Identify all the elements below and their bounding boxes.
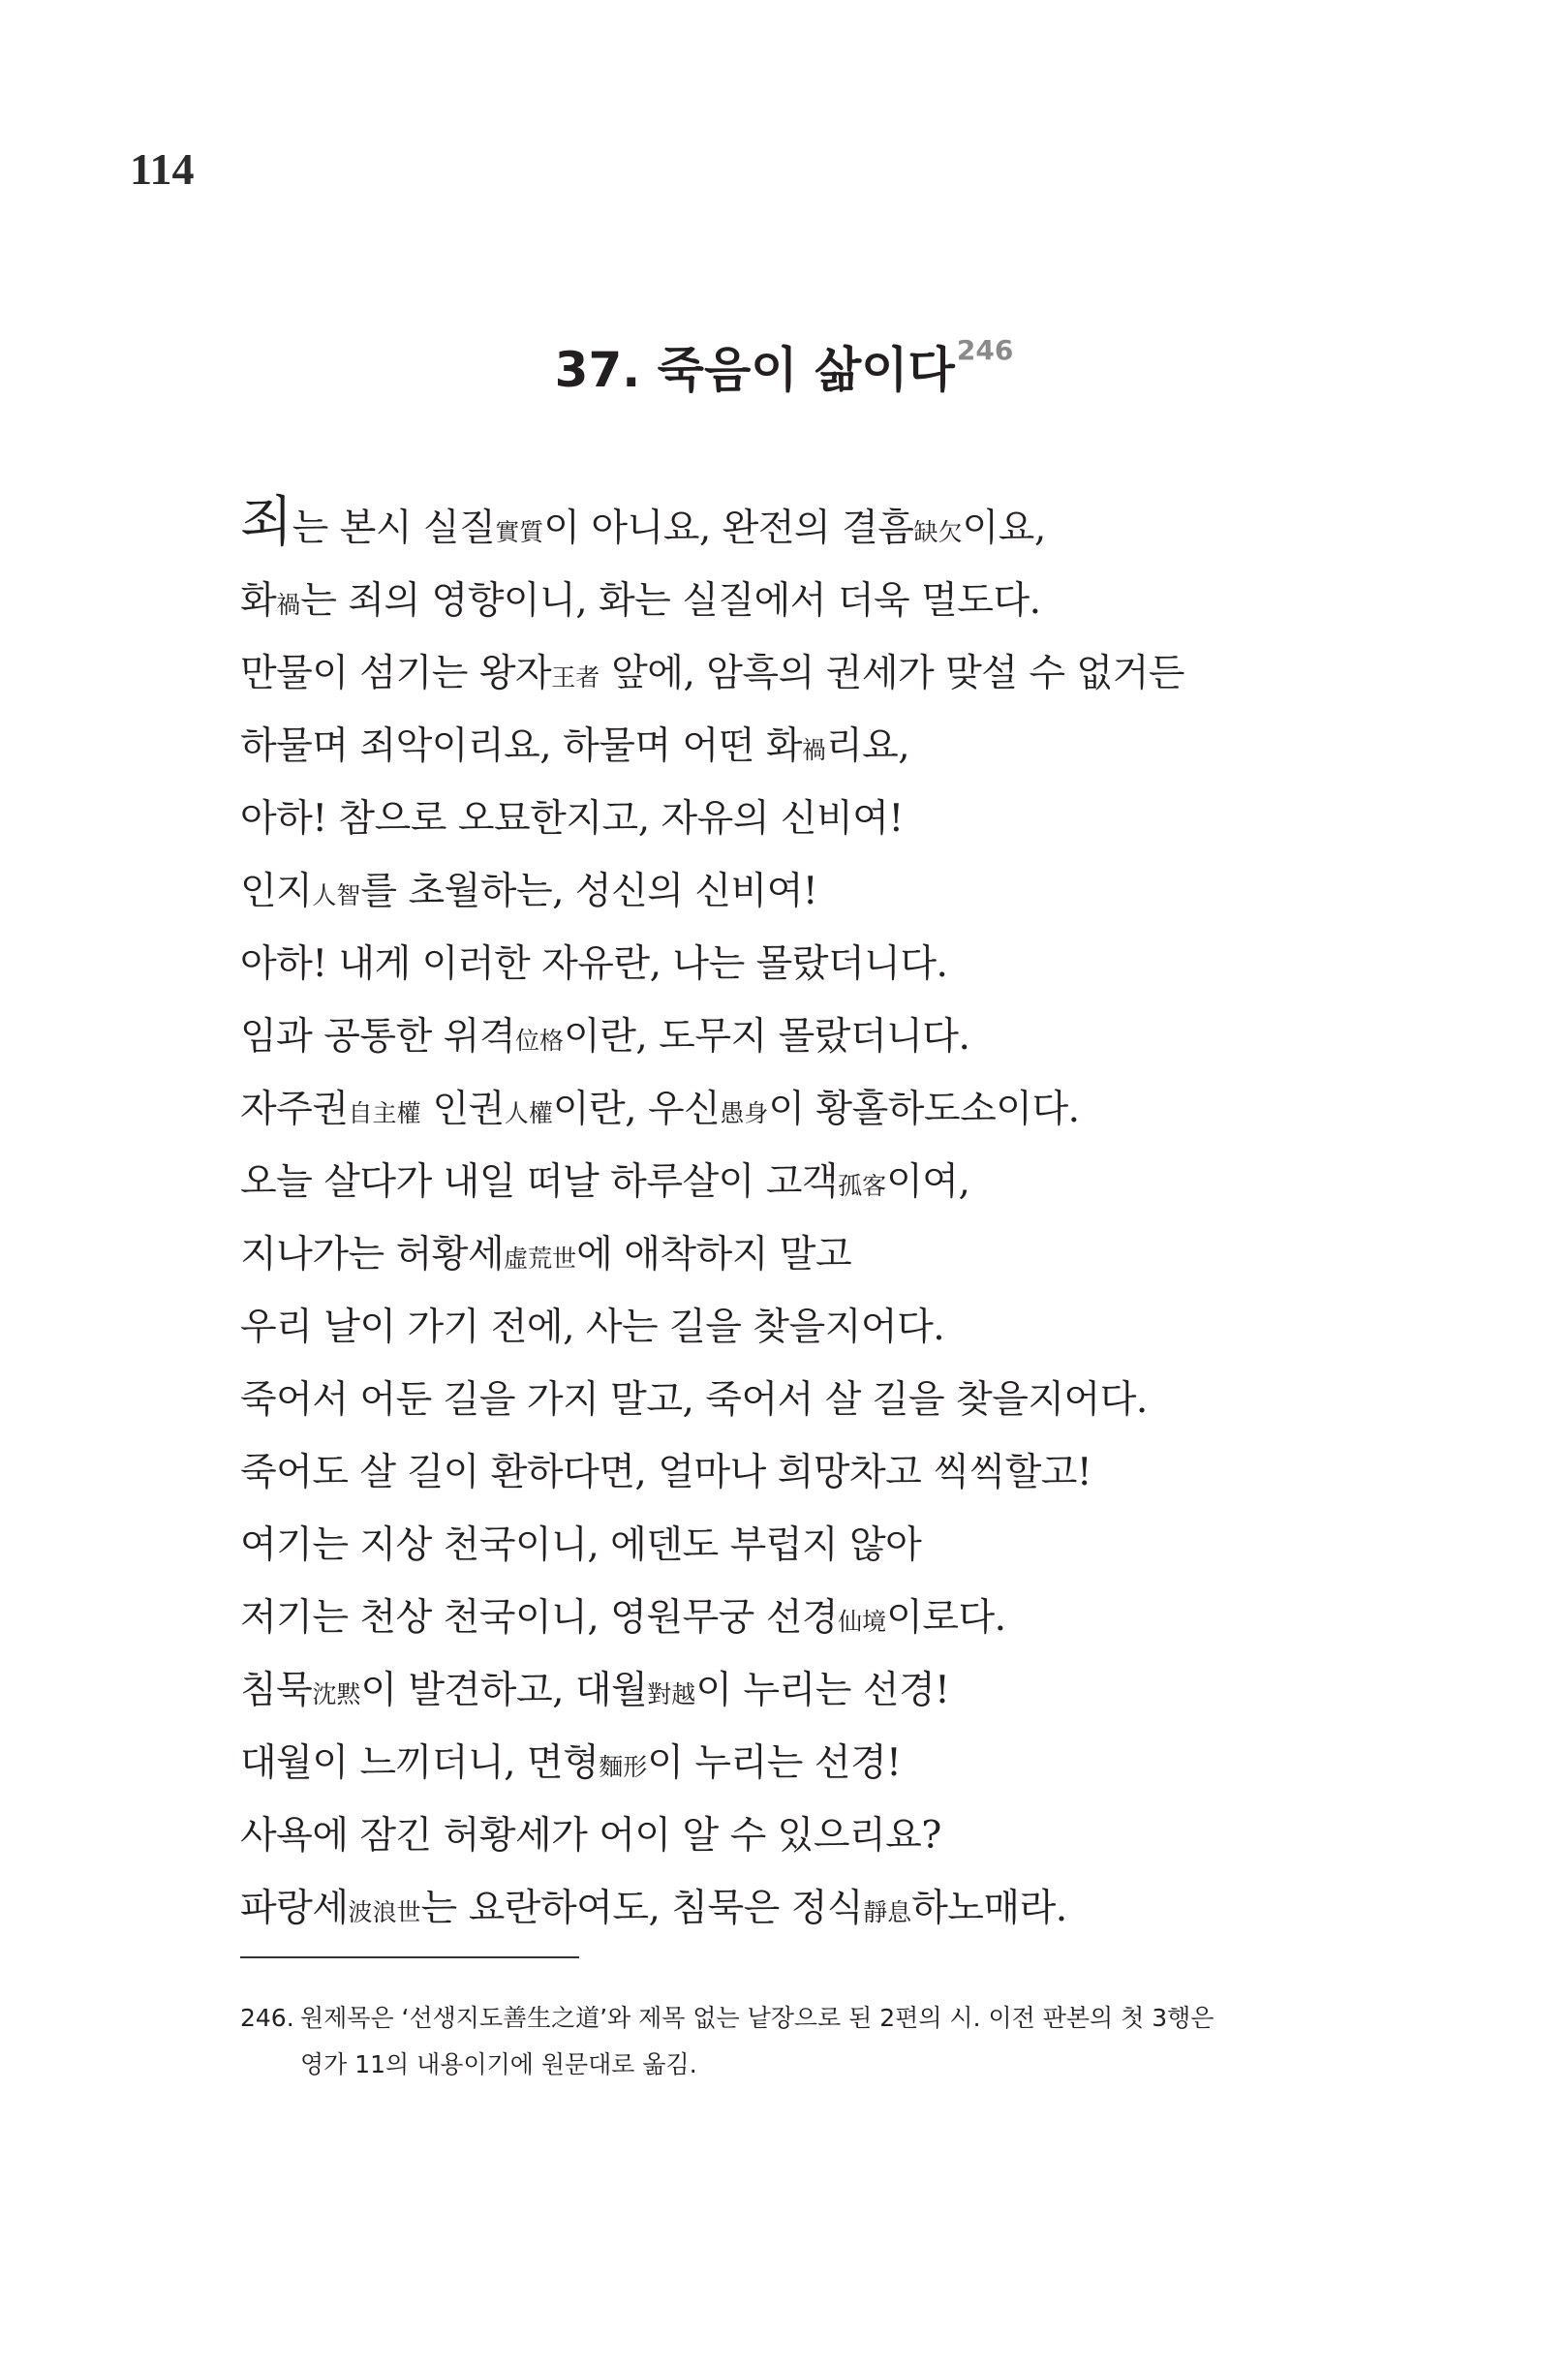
line-text: 죽어도 살 길이 환하다면, 얼마나 희망차고 씩씩할고! [240, 1451, 1092, 1494]
poem-line [240, 783, 1383, 855]
line-text: 이 아니요, 완전의 결흠 [543, 507, 914, 550]
line-text: 이 누리는 선경! [695, 1669, 950, 1712]
footnote-line: 영가 11의 내용이기에 원문대로 옮김. [300, 2050, 697, 2078]
line-text: 아하! 참으로 오묘한지고, 자유의 신비여! [240, 797, 904, 841]
poem-line [240, 1000, 1383, 1073]
line-text: 저기는 천상 천국이니, 영원무궁 선경 [240, 1596, 839, 1640]
poem-line [240, 565, 1383, 637]
poem-line [240, 1582, 1383, 1654]
poem-line [240, 492, 1383, 565]
poem-line [240, 1872, 1383, 1945]
line-text: 에 애착하지 말고 [576, 1233, 852, 1276]
line-text: 우리 날이 가기 전에, 사는 길을 찾을지어다. [240, 1306, 945, 1349]
line-text: 이여, [886, 1160, 970, 1204]
hanja-annotation: 沈黙 [312, 1680, 361, 1708]
poem-line [240, 1364, 1383, 1436]
hanja-annotation: 愚身 [720, 1099, 769, 1127]
poem-line [240, 1218, 1383, 1291]
hanja-annotation: 虛荒世 [504, 1245, 577, 1273]
hanja-annotation: 對越 [647, 1680, 696, 1708]
line-text: 이란, 우신 [552, 1088, 721, 1131]
line-text: 침묵 [240, 1669, 313, 1712]
footnote-number: 246. [240, 2004, 294, 2032]
line-text: 하노매라. [911, 1887, 1067, 1930]
hanja-annotation: 自主權 [348, 1099, 421, 1127]
line-text: 이요, [962, 507, 1046, 550]
line-text: 이 황홀하도소이다. [768, 1088, 1080, 1131]
line-text: 는 죄의 영향이니, 화는 실질에서 더욱 멀도다. [300, 579, 1041, 623]
footnote-divider [240, 1956, 579, 1958]
poem-line [240, 1654, 1383, 1727]
line-text: 를 초월하는, 성신의 신비여! [360, 870, 818, 913]
line-text: 앞에, 암흑의 권세가 맞설 수 없거든 [600, 652, 1184, 695]
poem-line [240, 1146, 1383, 1218]
line-text: 아하! 내게 이러한 자유란, 나는 몰랐더니다. [240, 942, 948, 986]
line-text: 인지 [240, 870, 313, 913]
line-text: 이란, 도무지 몰랐더니다. [564, 1015, 970, 1059]
footnote-text: 원제목은 ‘선생지도善生之道’와 제목 없는 낱장으로 된 2편의 시. 이전 판본의 첫 3행은 [300, 2004, 1214, 2032]
hanja-annotation: 缺欠 [913, 518, 963, 546]
line-text: 대월이 느끼더니, 면형 [240, 1741, 600, 1785]
poem-line [240, 855, 1383, 928]
line-text: 하물며 죄악이리요, 하물며 어떤 화 [240, 724, 802, 768]
line-text: 만물이 섬기는 왕자 [240, 652, 552, 695]
line-text: 죽어서 어둔 길을 가지 말고, 죽어서 살 길을 찾을지어다. [240, 1378, 1148, 1422]
poem-line [240, 637, 1383, 710]
hanja-annotation: 人權 [504, 1099, 553, 1127]
line-text: 임과 공통한 위격 [240, 1015, 516, 1059]
footnote-reference: 246 [956, 334, 1014, 366]
page-title [0, 334, 1568, 398]
line-text: 오늘 살다가 내일 떠날 하루살이 고객 [240, 1160, 839, 1204]
hanja-annotation: 靜息 [863, 1898, 912, 1926]
hanja-annotation: 人智 [312, 881, 361, 909]
poem-line [240, 1509, 1383, 1582]
line-text: 이 발견하고, 대월 [360, 1669, 648, 1712]
page-number: 114 [130, 144, 195, 194]
line-text: 이 누리는 선경! [647, 1741, 902, 1785]
poem-line [240, 1291, 1383, 1364]
footnote [240, 1995, 1354, 2088]
poem-line [240, 710, 1383, 783]
hanja-annotation: 王者 [551, 663, 600, 692]
poem-line [240, 1727, 1383, 1799]
hanja-annotation: 麵形 [599, 1753, 648, 1781]
line-text: 지나가는 허황세 [240, 1233, 505, 1276]
line-text: 자주권 [240, 1088, 349, 1131]
line-text: 리요, [825, 724, 910, 768]
line-text: 파랑세 [240, 1887, 349, 1930]
poem-line [240, 1073, 1383, 1146]
line-text: 는 요란하여도, 침묵은 정식 [420, 1887, 864, 1930]
poem-body [240, 492, 1383, 1945]
initial-character: 죄 [240, 491, 292, 554]
hanja-annotation: 波浪世 [348, 1898, 421, 1926]
poem-line [240, 928, 1383, 1000]
poem-line [240, 1799, 1383, 1872]
hanja-annotation: 實質 [495, 518, 544, 546]
poem-line [240, 1436, 1383, 1509]
line-text: 사욕에 잠긴 허황세가 어이 알 수 있으리요? [240, 1814, 941, 1858]
footnote-line [240, 1995, 1354, 2042]
line-text: 여기는 지상 천국이니, 에덴도 부럽지 않아 [240, 1523, 922, 1567]
title-text: 37. 죽음이 삶이다 [554, 342, 955, 398]
hanja-annotation: 仙境 [838, 1608, 887, 1636]
hanja-annotation: 禍 [276, 591, 301, 619]
line-text: 인권 [420, 1088, 505, 1131]
line-text: 화 [240, 579, 277, 623]
hanja-annotation: 位格 [515, 1027, 565, 1055]
hanja-annotation: 禍 [801, 736, 826, 764]
hanja-annotation: 孤客 [838, 1172, 887, 1200]
line-text: 이로다. [886, 1596, 1006, 1640]
line-text: 는 본시 실질 [292, 507, 496, 550]
